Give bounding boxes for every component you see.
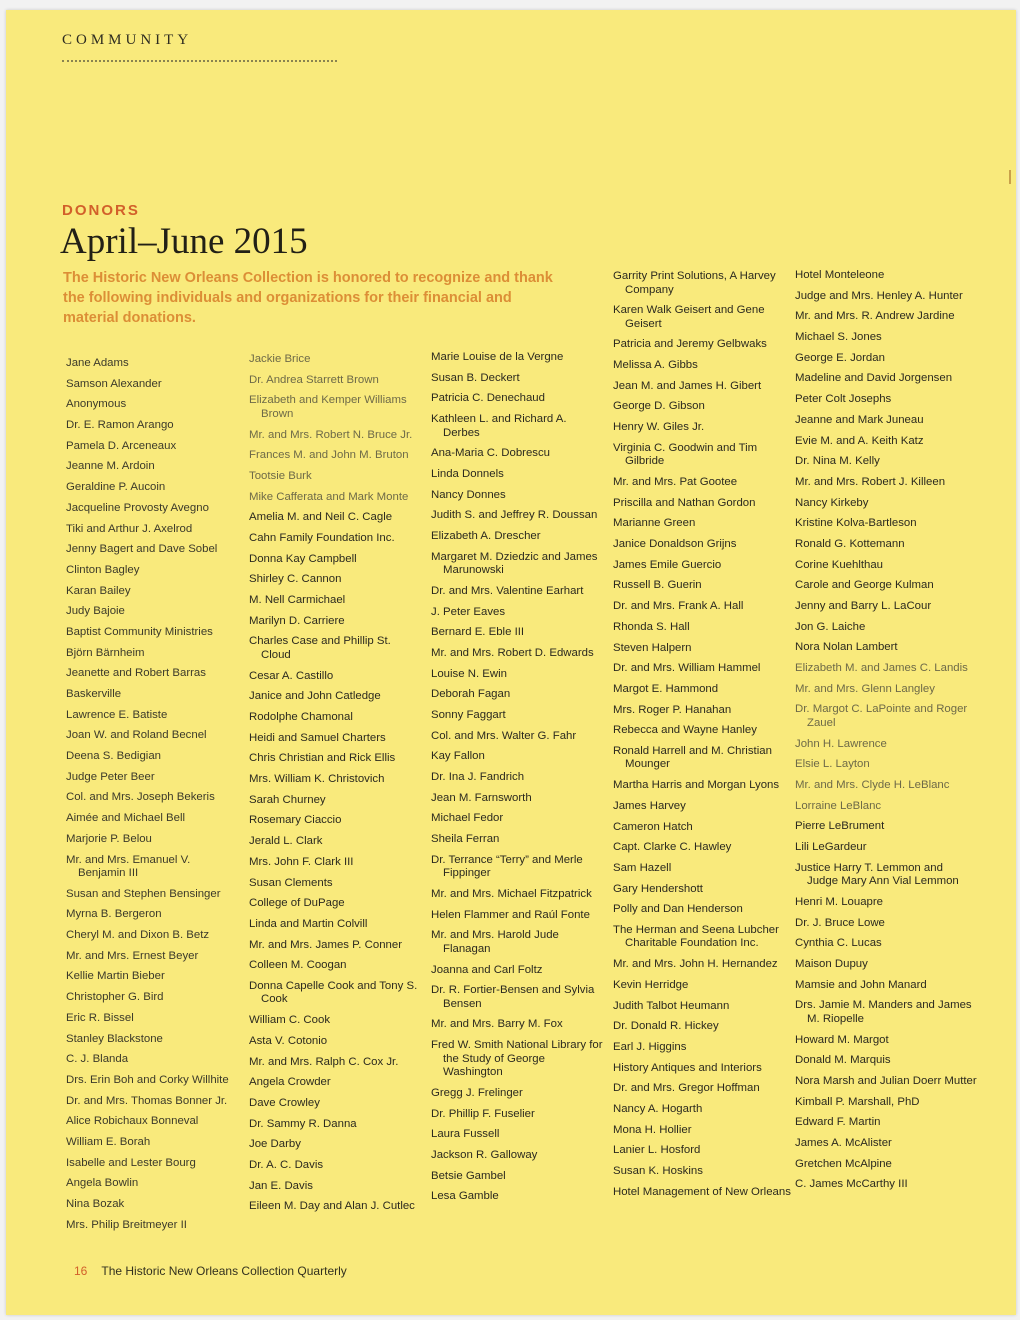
donor-name: John H. Lawrence [795,737,887,750]
donor-name: Peter Colt Josephs [795,393,892,406]
donor-name: Lesa Gamble [431,1190,499,1203]
donor-name: Jeanne M. Ardoin [66,460,155,473]
donor-name: Col. and Mrs. Joseph Bekeris [66,791,215,804]
donor-name: Mr. and Mrs. Ralph C. Cox Jr. [249,1055,399,1068]
donor-name: Eric R. Bissel [66,1011,134,1024]
donor-name: Gregg J. Frelinger [431,1086,523,1099]
donor-name: Frances M. and John M. Bruton [249,449,409,462]
donor-name: Rodolphe Chamonal [249,711,353,723]
donor-name: Dr. A. C. Davis [249,1158,324,1171]
donor-name: Margot E. Hammond [613,682,719,695]
donor-name: Lili LeGardeur [795,841,867,854]
donor-name: Susan B. Deckert [431,371,520,384]
donor-name: Anonymous [66,398,127,411]
donor-name: Elizabeth and Kemper Williams Brown [249,394,407,420]
donor-column-3 [431,351,603,1211]
donor-name: Stanley Blackstone [66,1032,163,1045]
donor-name: Linda and Martin Colvill [249,917,368,930]
donor-name: Dr. Phillip F. Fuselier [431,1107,535,1120]
donor-name: Capt. Clarke C. Hawley [613,841,732,854]
donor-name: Shirley C. Cannon [249,573,342,586]
donor-name: Lorraine LeBlanc [795,799,882,812]
donor-name: Angela Bowlin [66,1177,139,1190]
article-title: April–June 2015 [60,221,308,262]
donor-name: Cahn Family Foundation Inc. [249,532,395,544]
donor-name: Kimball P. Marshall, PhD [795,1095,920,1108]
donor-name: Nora Marsh and Julian Doerr Mutter [795,1074,977,1087]
donor-name: Asta V. Cotonio [249,1034,328,1047]
donor-name: Amelia M. and Neil C. Cagle [249,511,393,524]
donor-name: Elizabeth A. Drescher [431,530,541,542]
donor-name: Nina Bozak [66,1198,125,1210]
donor-name: Judge Peter Beer [66,770,155,783]
donor-name: Jenny and Barry L. LaCour [795,600,932,612]
donor-name: Dr. Donald R. Hickey [613,1020,719,1033]
donor-name: Mr. and Mrs. James P. Conner [249,938,402,951]
donor-name: Mona H. Hollier [613,1123,692,1136]
donor-name: Mr. and Mrs. Robert J. Killeen [795,475,946,488]
donor-name: M. Nell Carmichael [249,594,346,607]
donor-name: Jenny Bagert and Dave Sobel [66,543,218,556]
donor-name: Tootsie Burk [249,469,312,482]
donor-name: Melissa A. Gibbs [613,359,698,372]
donor-name: Karan Bailey [66,584,131,597]
donor-name: Isabelle and Lester Bourg [66,1156,196,1169]
donor-name: Marjorie P. Belou [66,832,152,845]
donor-name: Henry W. Giles Jr. [613,421,705,434]
donor-name: Jacqueline Provosty Avegno [66,501,209,514]
donor-name: Mr. and Mrs. R. Andrew Jardine [795,310,955,323]
section-divider [62,60,337,62]
donor-name: Priscilla and Nathan Gordon [613,496,756,509]
donor-name: J. Peter Eaves [431,605,506,618]
donor-name: Tiki and Arthur J. Axelrod [66,522,193,535]
donor-name: Donna Capelle Cook and Tony S. Cook [249,979,418,1006]
donor-name: Michael S. Jones [795,331,882,344]
article-kicker: DONORS [62,202,140,219]
donor-name: Nancy Donnes [431,488,506,501]
donor-name: Dr. and Mrs. Thomas Bonner Jr. [66,1094,228,1107]
donor-name: Nancy Kirkeby [795,496,869,509]
donor-name: Samson Alexander [66,377,162,390]
donor-name: The Herman and Seena Lubcher Charitable Foundation Inc. [613,923,779,950]
donor-name: Carole and George Kulman [795,579,934,592]
donor-name: Ronald Harrell and M. Christian Mounger [613,744,772,771]
donor-name: Joanna and Carl Foltz [431,963,543,976]
donor-name: Baskerville [66,688,122,700]
donor-name: Sarah Churney [249,793,326,806]
donor-name: Marie Louise de la Vergne [431,351,564,363]
donor-name: Kevin Herridge [613,978,689,991]
donor-name: Cesar A. Castillo [249,669,334,682]
donor-name: James A. McAlister [795,1137,892,1149]
donor-name: Sheila Ferran [431,833,500,846]
page-footer [74,1264,347,1278]
donor-name: Bernard E. Eble III [431,626,525,639]
donor-name: Joe Darby [249,1138,301,1151]
donor-name: Chris Christian and Rick Ellis [249,752,396,765]
section-label: COMMUNITY [62,32,193,48]
donor-name: Earl J. Higgins [613,1040,687,1053]
donor-name: Susan Clements [249,876,333,889]
donor-name: Henri M. Louapre [795,895,884,908]
donor-name: Angela Crowder [249,1076,331,1089]
donor-name: Betsie Gambel [431,1169,506,1182]
donor-name: Drs. Jamie M. Manders and James M. Riopelle [795,999,972,1025]
donor-name: Pamela D. Arceneaux [66,439,177,452]
donor-name: Deena S. Bedigian [66,750,161,763]
donor-name: Jean M. Farnsworth [431,791,532,804]
page-edge-mark [1009,170,1011,184]
donor-name: Clinton Bagley [66,563,140,576]
donor-name: Polly and Dan Henderson [613,903,743,916]
donor-name: Mr. and Mrs. Harold Jude Flanagan [431,929,559,955]
donor-name: Laura Fussell [431,1128,500,1141]
donor-name: Janice Donaldson Grijns [613,538,737,551]
donor-name: Patricia C. Denechaud [431,392,545,405]
donor-name: Hotel Monteleone [795,269,885,281]
donor-name: Judge and Mrs. Henley A. Hunter [795,289,963,302]
donor-name: Donald M. Marquis [795,1054,891,1067]
donor-name: Mr. and Mrs. John H. Hernandez [613,958,778,971]
donor-name: Ana-Maria C. Dobrescu [431,447,551,460]
donor-name: Kay Fallon [431,750,485,763]
donor-name: Dr. and Mrs. Valentine Earhart [431,584,584,597]
donor-name: Dr. Margot C. LaPointe and Roger Zauel [795,703,968,729]
donor-name: Pierre LeBrument [795,820,885,833]
donor-name: Lawrence E. Batiste [66,708,168,721]
donor-name: Alice Robichaux Bonneval [66,1115,199,1128]
donor-name: Michael Fedor [431,812,504,825]
donor-name: Evie M. and A. Keith Katz [795,434,924,447]
donor-name: Hotel Management of New Orleans [613,1185,791,1198]
donor-name: Mr. and Mrs. Emanuel V. Benjamin III [66,853,191,879]
donor-name: Mr. and Mrs. Michael Fitzpatrick [431,888,592,900]
donor-name: Björn Bärnheim [66,646,145,659]
donor-column-2 [249,353,419,1221]
donor-name: Mr. and Mrs. Barry M. Fox [431,1018,563,1031]
donor-name: Kristine Kolva-Bartleson [795,517,917,530]
donor-name: Elsie L. Layton [795,758,870,771]
donor-name: Kellie Martin Bieber [66,970,165,983]
donor-name: James Emile Guercio [613,558,722,571]
donor-name: Gary Hendershott [613,882,703,895]
donor-name: Mr. and Mrs. Ernest Beyer [66,949,199,962]
donor-name: Maison Dupuy [795,958,868,970]
donor-name: Nancy A. Hogarth [613,1102,703,1115]
donor-name: Dr. Nina M. Kelly [795,455,880,468]
donor-name: Drs. Erin Boh and Corky Willhite [66,1073,229,1086]
donor-name: William C. Cook [249,1014,331,1027]
donor-name: Susan and Stephen Bensinger [66,887,221,900]
donor-name: Louise N. Ewin [431,667,507,680]
donor-name: Judith Talbot Heumann [613,999,730,1012]
donor-name: Joan W. and Roland Becnel [66,729,207,742]
donor-name: College of DuPage [249,897,345,910]
donor-name: Kathleen L. and Richard A. Derbes [431,413,567,439]
donor-name: Jerald L. Clark [249,835,323,848]
donor-name: Margaret M. Dziedzic and James Marunowski [431,550,598,577]
donor-name: Russell B. Guerin [613,579,702,592]
donor-name: Dr. Terrance “Terry” and Merle Fippinger [431,853,583,880]
donor-name: Dr. Andrea Starrett Brown [249,373,379,386]
donor-name: Dr. J. Bruce Lowe [795,916,885,929]
donor-name: George E. Jordan [795,351,885,364]
donor-name: Sam Hazell [613,861,672,874]
donor-name: Jackie Brice [249,353,311,365]
donor-name: Heidi and Samuel Charters [249,731,386,744]
donor-name: Ronald G. Kottemann [795,537,905,550]
donor-name: Cheryl M. and Dixon B. Betz [66,929,210,942]
donor-name: Donna Kay Campbell [249,552,357,565]
donor-name: Baptist Community Ministries [66,625,213,638]
donor-name: Mr. and Mrs. Glenn Langley [795,682,935,695]
donor-name: Mrs. William K. Christovich [249,773,385,786]
donor-name: Nora Nolan Lambert [795,641,898,654]
donor-name: Lanier L. Hosford [613,1144,701,1157]
donor-name: Dr. R. Fortier-Bensen and Sylvia Bensen [431,984,595,1010]
donor-name: Virginia C. Goodwin and Tim Gilbride [613,441,758,468]
donor-name: Mr. and Mrs. Robert D. Edwards [431,646,594,659]
donor-name: Corine Kuehlthau [795,558,884,571]
donor-name: Linda Donnels [431,467,504,480]
donor-name: Aimée and Michael Bell [66,812,186,825]
donor-name: Dr. Sammy R. Danna [249,1117,357,1130]
donor-name: Rhonda S. Hall [613,620,690,633]
donor-name: Dr. E. Ramon Arango [66,419,174,432]
donor-name: Eileen M. Day and Alan J. Cutlec [249,1200,415,1213]
donor-name: Martha Harris and Morgan Lyons [613,779,780,792]
donor-column-1 [66,357,236,1239]
donor-name: Susan K. Hoskins [613,1165,703,1177]
donor-name: Mrs. Roger P. Hanahan [613,703,732,716]
donor-name: Janice and John Catledge [249,690,381,703]
donor-name: Cameron Hatch [613,820,693,833]
donor-name: Mamsie and John Manard [795,978,927,991]
donor-name: Mrs. Philip Breitmeyer II [66,1218,187,1231]
donor-name: Gretchen McAlpine [795,1157,892,1170]
donor-name: William E. Borah [66,1135,151,1148]
donor-name: Dr. Ina J. Fandrich [431,771,525,784]
donor-name: Garrity Print Solutions, A Harvey Company [613,270,776,296]
donor-name: Mr. and Mrs. Clyde H. LeBlanc [795,779,950,791]
donor-name: Mrs. John F. Clark III [249,855,354,868]
donor-name: Helen Flammer and Raúl Fonte [431,908,590,921]
donor-name: C. J. Blanda [66,1053,129,1066]
donor-name: Dr. and Mrs. Gregor Hoffman [613,1082,760,1095]
donor-name: History Antiques and Interiors [613,1061,762,1074]
donor-name: Jean M. and James H. Gibert [613,379,762,392]
donor-name: Jeanette and Robert Barras [66,667,206,680]
donor-name: Madeline and David Jorgensen [795,372,953,385]
donor-name: Jan E. Davis [249,1179,313,1192]
donor-name: Rebecca and Wayne Hanley [613,724,757,737]
donor-name: Jackson R. Galloway [431,1148,538,1161]
donor-name: Howard M. Margot [795,1033,889,1046]
donor-name: Colleen M. Coogan [249,959,347,972]
donor-name: Jeanne and Mark Juneau [795,413,924,426]
donor-name: Mr. and Mrs. Pat Gootee [613,476,738,488]
page-number: 16 [74,1264,88,1278]
donor-name: Steven Halpern [613,641,692,654]
donor-name: Rosemary Ciaccio [249,814,342,827]
donor-name: Elizabeth M. and James C. Landis [795,662,968,675]
donor-name: Dave Crowley [249,1096,320,1109]
donor-name: C. James McCarthy III [795,1178,908,1191]
donor-name: Sonny Faggart [431,709,506,721]
donor-column-5 [795,269,977,1199]
donor-name: James Harvey [613,799,686,812]
donor-name: Jon G. Laiche [795,620,866,633]
donor-name: George D. Gibson [613,400,705,413]
donor-name: Col. and Mrs. Walter G. Fahr [431,729,577,742]
publication-name: The Historic New Orleans Collection Quarterly [101,1264,347,1278]
donor-name: Marilyn D. Carriere [249,614,345,627]
donor-name: Geraldine P. Aucoin [66,481,166,494]
donor-name: Christopher G. Bird [66,991,164,1004]
donor-column-4 [613,270,791,1206]
donor-name: Mr. and Mrs. Robert N. Bruce Jr. [249,428,413,441]
donor-name: Marianne Green [613,517,696,530]
donor-name: Myrna B. Bergeron [66,908,162,921]
article-intro: The Historic New Orleans Collection is honored to recognize and thank the following individuals and organizations for their financial and material donations. [63,270,553,326]
donor-name: Karen Walk Geisert and Gene Geisert [613,304,765,330]
donor-name: Judy Bajoie [66,605,125,618]
donor-name: Judith S. and Jeffrey R. Doussan [431,509,598,522]
donor-name: Deborah Fagan [431,688,511,701]
donor-name: Charles Case and Phillip St. Cloud [249,635,391,661]
donor-name: Dr. and Mrs. Frank A. Hall [613,600,744,613]
donor-name: Dr. and Mrs. William Hammel [613,662,761,675]
donor-name: Justice Harry T. Lemmon and Judge Mary Ann Vial Lemmon [795,861,959,888]
magazine-page [6,10,1016,1315]
donor-name: Patricia and Jeremy Gelbwaks [613,338,767,351]
donor-name: Edward F. Martin [795,1116,881,1129]
donor-name: Jane Adams [66,357,129,369]
donor-name: Fred W. Smith National Library for the Study of George Washington [431,1039,603,1079]
donor-name: Cynthia C. Lucas [795,937,882,950]
donor-name: Mike Cafferata and Mark Monte [249,490,409,503]
